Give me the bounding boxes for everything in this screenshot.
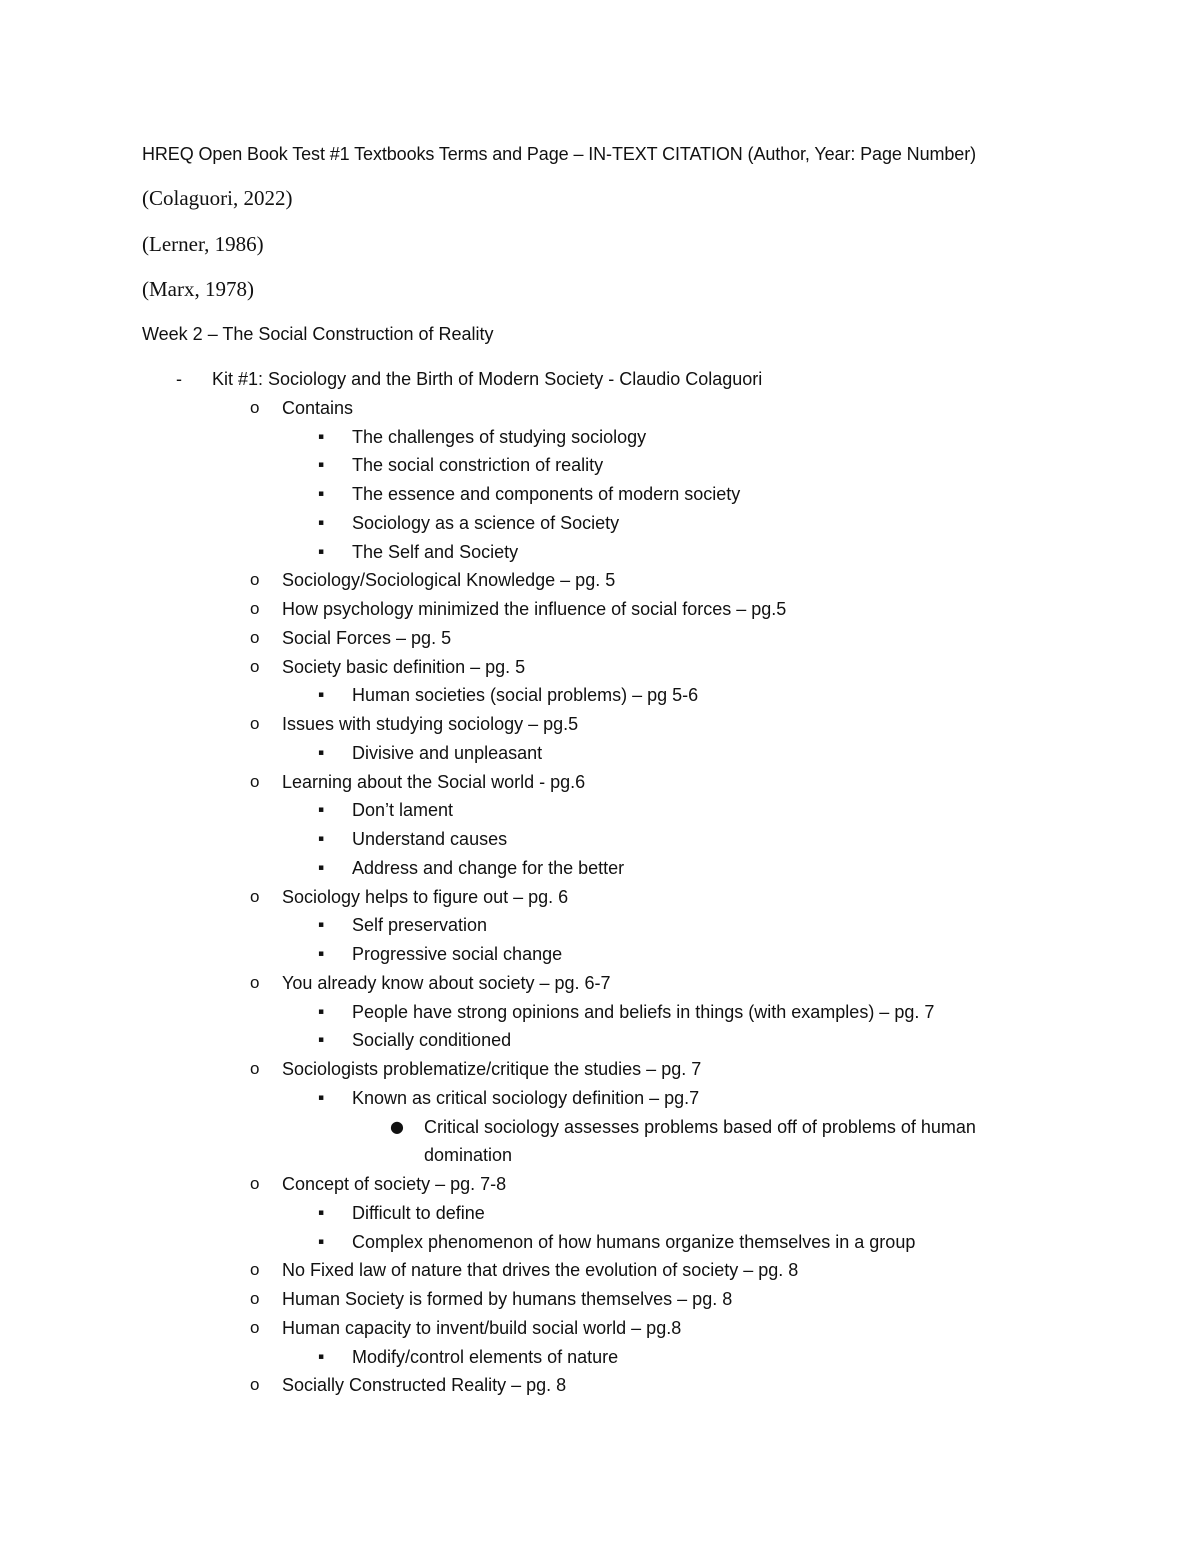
square-bullet-icon: ▪: [318, 747, 325, 758]
square-bullet-icon: ▪: [318, 1035, 325, 1046]
square-bullet-icon: ▪: [318, 1351, 325, 1362]
outline-item-level-2: Human societies (social problems) – pg 5-6: [352, 685, 699, 706]
outline-item-level-1: Concept of society – pg. 7-8: [282, 1174, 507, 1194]
circle-bullet-icon: o: [250, 1174, 260, 1193]
circle-bullet-icon: o: [250, 1317, 260, 1337]
outline-item-level-1: How psychology minimized the influence of social forces – pg.5: [282, 599, 787, 619]
citation-lerner: (Lerner, 1986): [142, 232, 264, 256]
outline-item-level-1: Issues with studying sociology – pg.5: [282, 714, 579, 734]
outline-item-level-2: Difficult to define: [352, 1202, 485, 1223]
square-bullet-icon: ▪: [318, 805, 325, 816]
outline-item-level-2: The social constriction of reality: [352, 455, 604, 476]
square-bullet-icon: ▪: [318, 1092, 325, 1103]
citation-colaguori: (Colaguori, 2022): [142, 186, 293, 210]
outline-item-level-2: The essence and components of modern society: [352, 484, 741, 504]
outline-item-level-1: Human capacity to invent/build social world – pg.8: [282, 1317, 682, 1338]
circle-bullet-icon: o: [250, 1260, 260, 1280]
dot-bullet-icon: ●: [390, 1116, 404, 1136]
square-bullet-icon: ▪: [318, 460, 325, 471]
square-bullet-icon: ▪: [318, 862, 325, 873]
circle-bullet-icon: o: [250, 714, 260, 733]
square-bullet-icon: ▪: [318, 690, 325, 701]
square-bullet-icon: ▪: [318, 1207, 325, 1218]
outline-item-level-1: Socially Constructed Reality – pg. 8: [282, 1375, 567, 1396]
outline-item-level-2: Progressive social change: [352, 944, 563, 964]
outline-item-level-1: Sociology/Sociological Knowledge – pg. 5: [282, 570, 616, 591]
square-bullet-icon: ▪: [318, 431, 325, 442]
square-bullet-icon: ▪: [318, 949, 325, 959]
outline-item-level-2: Self preservation: [352, 915, 488, 936]
circle-bullet-icon: o: [250, 397, 260, 417]
outline-item-level-2: The challenges of studying sociology: [352, 426, 647, 447]
square-bullet-icon: ▪: [318, 1236, 325, 1247]
outline-item-level-1: Society basic definition – pg. 5: [282, 656, 526, 677]
square-bullet-icon: ▪: [318, 489, 325, 499]
outline-item-level-1: Learning about the Social world - pg.6: [282, 771, 586, 792]
dash-bullet-icon: -: [176, 369, 182, 389]
outline-item-level-2: Sociology as a science of Society: [352, 512, 620, 533]
square-bullet-icon: ▪: [318, 546, 325, 557]
outline-item-level-2: Complex phenomenon of how humans organize themselves in a group: [352, 1231, 916, 1252]
outline-item-level-1: Sociologists problematize/critique the studies – pg. 7: [282, 1059, 702, 1079]
circle-bullet-icon: o: [250, 1059, 260, 1078]
outline-item-level-2: Don’t lament: [352, 800, 454, 821]
page-title: HREQ Open Book Test #1 Textbooks Terms and Page – IN-TEXT CITATION (Author, Year: Page Number): [142, 144, 976, 164]
week-heading: Week 2 – The Social Construction of Reality: [142, 324, 494, 344]
outline-item-level-1: You already know about society – pg. 6-7: [282, 972, 611, 993]
outline-item-level-2: Divisive and unpleasant: [352, 742, 543, 763]
outline-item-level-2: People have strong opinions and beliefs in things (with examples) – pg. 7: [352, 1001, 935, 1022]
circle-bullet-icon: o: [250, 627, 260, 647]
outline-item-level-1: No Fixed law of nature that drives the evolution of society – pg. 8: [282, 1260, 799, 1281]
circle-bullet-icon: o: [250, 886, 260, 906]
outline-item-level-1: Human Society is formed by humans themselves – pg. 8: [282, 1289, 733, 1309]
circle-bullet-icon: o: [250, 972, 260, 992]
circle-bullet-icon: o: [250, 771, 260, 791]
outline-item-level-2: Understand causes: [352, 829, 508, 849]
circle-bullet-icon: o: [250, 1289, 260, 1308]
citation-marx: (Marx, 1978): [142, 277, 254, 301]
circle-bullet-icon: o: [250, 570, 260, 590]
outline-item-level-2: The Self and Society: [352, 541, 519, 562]
square-bullet-icon: ▪: [318, 517, 325, 528]
outline-item-level-0: Kit #1: Sociology and the Birth of Modern Society - Claudio Colaguori: [212, 369, 763, 389]
circle-bullet-icon: o: [250, 1375, 260, 1395]
square-bullet-icon: ▪: [318, 834, 325, 844]
outline-item-level-1: Social Forces – pg. 5: [282, 627, 452, 648]
square-bullet-icon: ▪: [318, 1006, 325, 1017]
outline-item-level-3: domination: [424, 1145, 513, 1166]
outline-item-level-2: Known as critical sociology definition – pg.7: [352, 1087, 700, 1108]
outline-item-level-3: Critical sociology assesses problems based off of problems of human: [424, 1116, 976, 1137]
outline-item-level-2: Address and change for the better: [352, 857, 625, 878]
outline-item-level-1: Contains: [282, 397, 354, 418]
circle-bullet-icon: o: [250, 599, 260, 618]
outline-item-level-2: Modify/control elements of nature: [352, 1346, 619, 1367]
square-bullet-icon: ▪: [318, 920, 325, 931]
circle-bullet-icon: o: [250, 656, 260, 676]
outline-item-level-2: Socially conditioned: [352, 1030, 512, 1051]
outline-item-level-1: Sociology helps to figure out – pg. 6: [282, 886, 569, 907]
